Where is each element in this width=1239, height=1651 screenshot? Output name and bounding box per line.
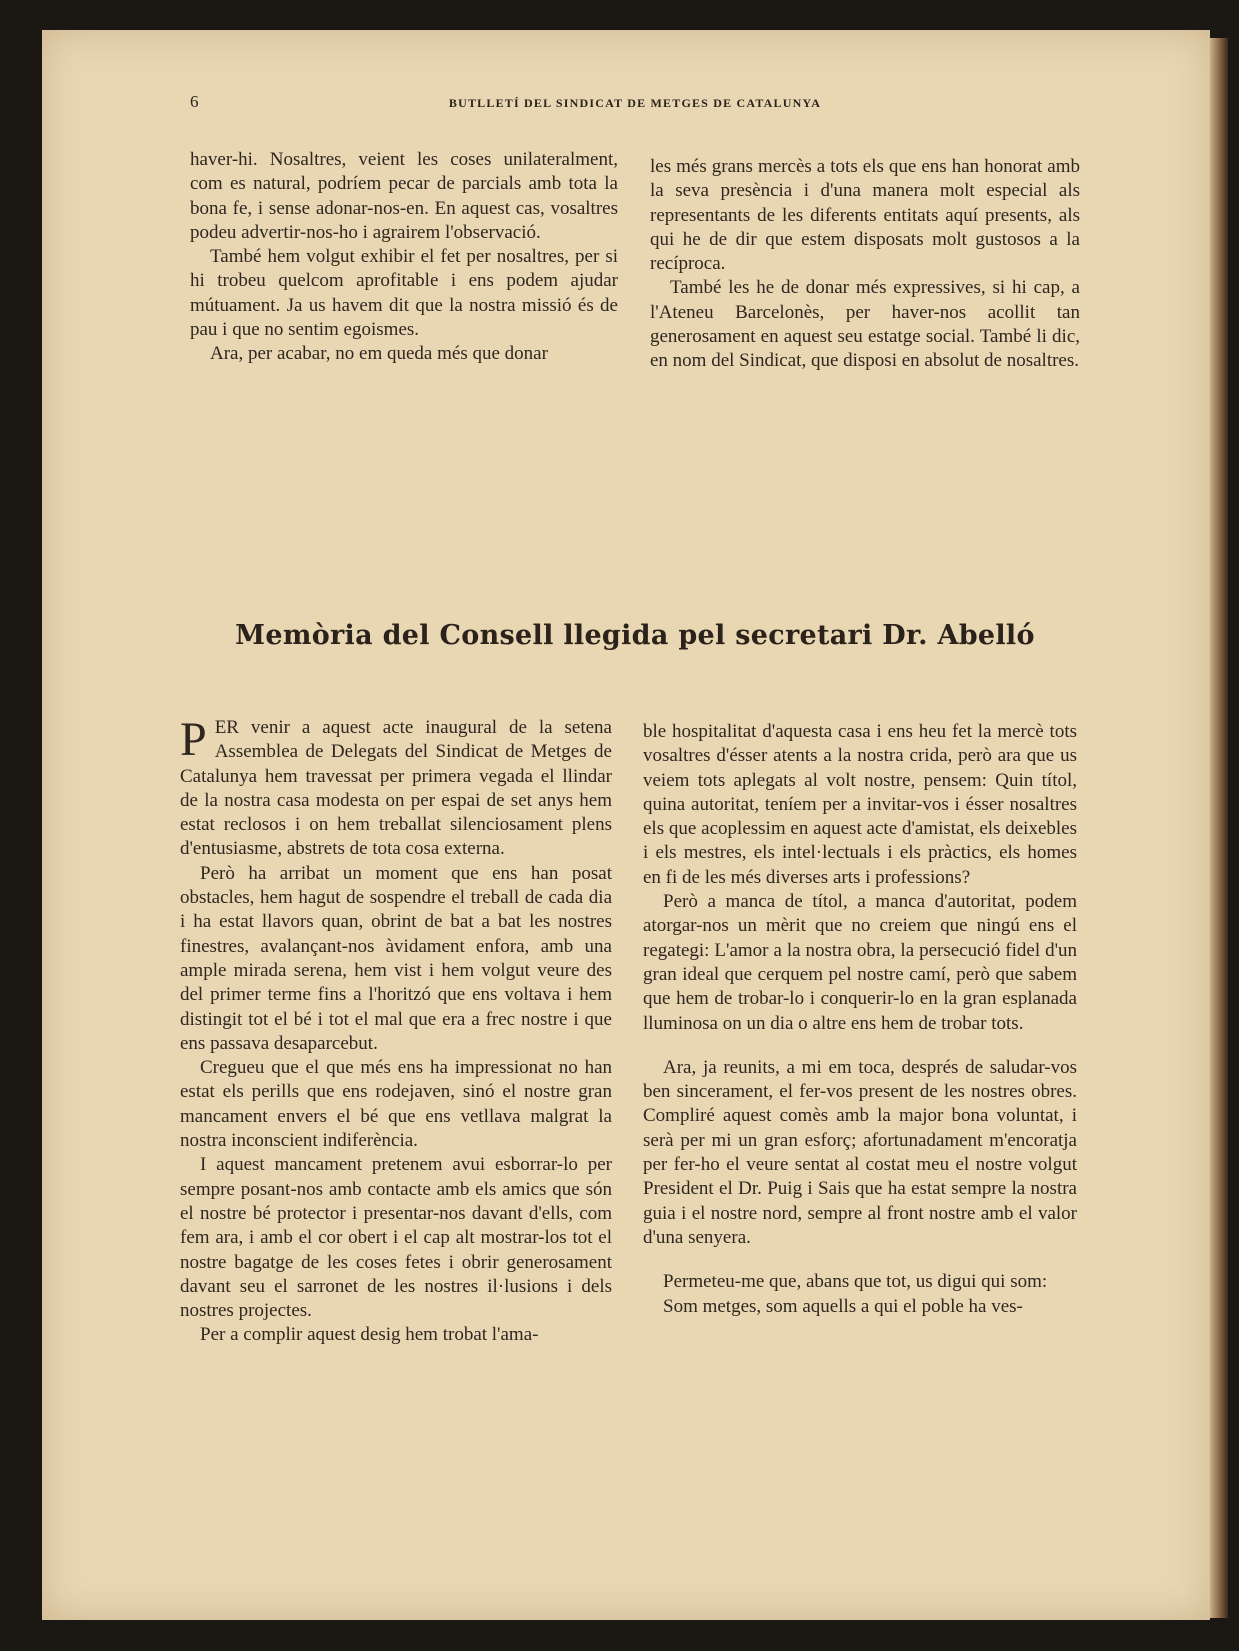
- paragraph: Ara, ja reunits, a mi em toca, després de saludar-vos ben sincerament, el fer-vos present de les nostres obres. Compliré aquest comès amb la major bona voluntat, i serà per mi un gran esforç; afortunadament m'encoratja per fer-ho el veure sentat al costat meu el nostre volgut President el Dr. Puig i Sais que ha estat sempre la nostra guia i el nostre nord, sempre al front nostre amb el valor d'una senyera.: [643, 1056, 1077, 1248]
- article-title: Memòria del Consell llegida pel secretari Dr. Abelló: [235, 620, 1035, 651]
- first-paragraph: [180, 713, 612, 862]
- paragraph: Permeteu-me que, abans que tot, us digui qui som:: [663, 1271, 1048, 1293]
- paragraph: ble hospitalitat d'aquesta casa i ens heu fet la mercè tots vosaltres d'ésser atents a la nostra crida, però ara que us veiem tots aplegats al volt nostre, pensem: Quin títol, quina autoritat, teníem per a invitar-vos i ésser nosaltres els que acoplessim en aquest acte d'amistat, els deixebles i els mestres, els intel·lectuals i els pràctics, els homes en fi de les més diverses arts i professions?: [643, 721, 1077, 888]
- paragraph: També les he de donar més expressives, si hi cap, a l'Ateneu Barcelonès, per haver-nos acollit tan generosament en aquest seu estatge social. També li dic, en nom del Sindicat, que disposi en absolut de nosaltres.: [650, 277, 1080, 372]
- paragraph: I aquest mancament pretenem avui esborrar-lo per sempre posant-nos amb contacte amb els amics que són el nostre bé protector i presentar-nos davant d'ells, com fem ara, i amb el cor obert i el cap alt mostrar-los tot el nostre bagatge de les coses fetes i obrir generosament davant seu el sarronet de les nostres il·lusions i dels nostres projectes.: [180, 1154, 612, 1322]
- top-right-column: [650, 155, 1080, 374]
- paragraph: També hem volgut exhibir el fet per nosaltres, per si hi trobeu quelcom aprofitable i ens podem ajudar mútuament. Ja us havem dit que la nostra missió és de pau i que no sentim egoismes.: [190, 246, 618, 341]
- page-header: [190, 92, 1080, 118]
- paragraph: Per a complir aquest desig hem trobat l'ama-: [200, 1324, 539, 1346]
- top-left-column: [190, 148, 618, 367]
- article-left-column: [180, 713, 612, 1348]
- paragraph: haver-hi. Nosaltres, veient les coses unilateralment, com es natural, podríem pecar de parcials amb tota la bona fe, i sense adonar-nos-en. En aquest cas, vosaltres podeu advertir-nos-ho i agrairem l'observació.: [190, 149, 618, 243]
- running-title: BUTLLETÍ DEL SINDICAT DE METGES DE CATALUNYA: [448, 96, 822, 110]
- article-right-column: [643, 720, 1077, 1319]
- first-word-smallcaps: ER: [214, 717, 239, 738]
- first-paragraph-text: venir a aquest acte inaugural de la setena Assemblea de Delegats del Sindicat de Metges de Catalunya hem travessat per primera vegada el llindar de la nostra casa modesta on per espai de set anys hem estat reclosos i on hem treballat silenciosament plens d'entusiasme, abstrets de tota cosa externa.: [180, 717, 612, 860]
- paragraph: Però a manca de títol, a manca d'autoritat, podem atorgar-nos un mèrit que no creiem que ningú ens el regategi: L'amor a la nostra obra, la persecució fidel d'un gran ideal que cerquem pel nostre camí, però que sabem que hem de trobar-lo i conquerir-lo en la gran esplanada lluminosa on un dia o altre ens hem de trobar tots.: [643, 891, 1077, 1034]
- paragraph: les més grans mercès a tots els que ens han honorat amb la seva presència i d'una manera molt especial als representants de les diferents entitats aquí presents, als qui he de dir que estem disposats molt gustosos a la recíproca.: [650, 156, 1080, 275]
- page-number: 6: [190, 92, 199, 111]
- paragraph: Ara, per acabar, no em queda més que donar: [210, 343, 548, 365]
- paragraph: Cregueu que el que més ens ha impressionat no han estat els perills que ens rodejaven, sinó el nostre gran mancament envers el bé que ens vetllava malgrat la nostra inconscient indiferència.: [180, 1057, 612, 1152]
- drop-cap: P: [180, 713, 207, 766]
- paragraph: Som metges, som aquells a qui el poble ha ves-: [663, 1295, 1023, 1317]
- paragraph: Però ha arribat un moment que ens han posat obstacles, hem hagut de sospendre el treball de cada dia i ha estat llavors quan, obrint de bat a bat les nostres finestres, avalançant-nos àvidament enfora, amb una ample mirada serena, hem vist i hem volgut veure des del primer terme fins a l'horitzó que ens voltava i hem distingit tot el bé i tot el mal que era a frec nostre i que ens passava desaparcebut.: [180, 862, 612, 1054]
